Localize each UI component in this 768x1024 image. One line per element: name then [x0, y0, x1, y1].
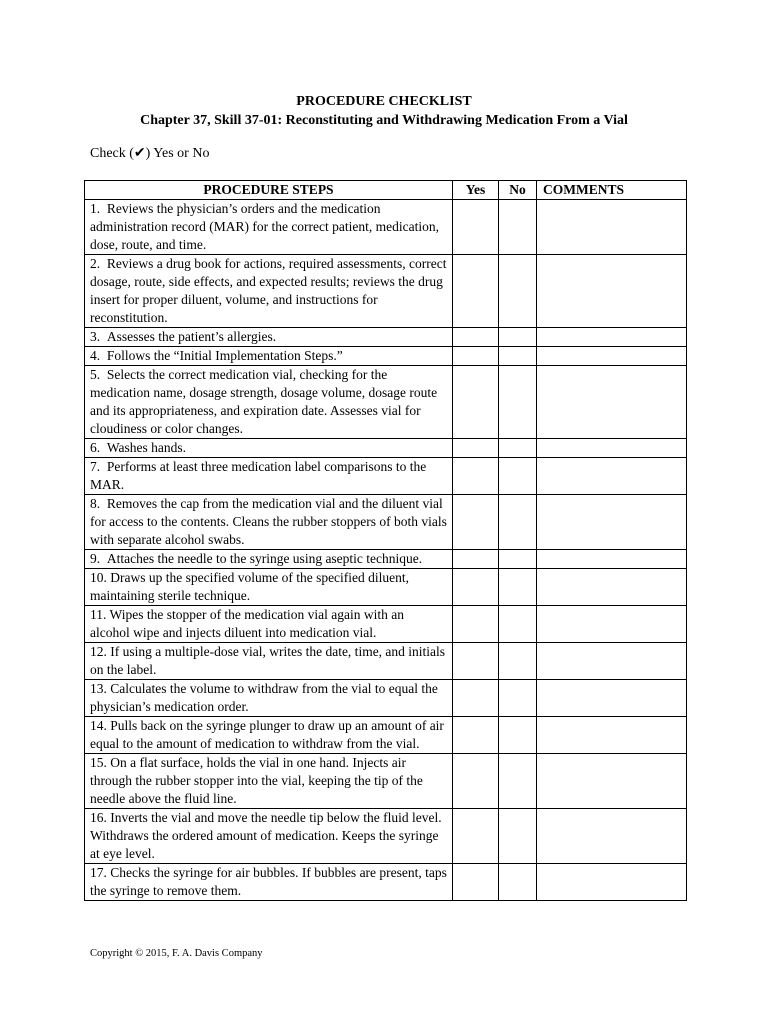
no-check-cell[interactable]	[499, 606, 537, 643]
yes-check-cell[interactable]	[453, 458, 499, 495]
procedure-step: 13. Calculates the volume to withdraw from the vial to equal the physician’s medication order.	[85, 680, 453, 717]
yes-check-cell[interactable]	[453, 366, 499, 439]
comments-cell[interactable]	[537, 347, 687, 366]
yes-check-cell[interactable]	[453, 439, 499, 458]
table-row	[85, 717, 687, 754]
comments-cell[interactable]	[537, 458, 687, 495]
table-row	[85, 328, 687, 347]
table-row	[85, 864, 687, 901]
no-header: No	[499, 181, 537, 200]
yes-check-cell[interactable]	[453, 495, 499, 550]
yes-check-cell[interactable]	[453, 328, 499, 347]
copyright-notice: Copyright © 2015, F. A. Davis Company	[90, 948, 263, 959]
table-row	[85, 680, 687, 717]
no-check-cell[interactable]	[499, 809, 537, 864]
no-check-cell[interactable]	[499, 458, 537, 495]
procedure-step: 10. Draws up the specified volume of the specified diluent, maintaining sterile technique.	[85, 569, 453, 606]
procedure-step: 12. If using a multiple-dose vial, writes the date, time, and initials on the label.	[85, 643, 453, 680]
table-row	[85, 754, 687, 809]
no-check-cell[interactable]	[499, 550, 537, 569]
yes-check-cell[interactable]	[453, 569, 499, 606]
table-row	[85, 643, 687, 680]
table-row	[85, 569, 687, 606]
yes-check-cell[interactable]	[453, 550, 499, 569]
yes-header: Yes	[453, 181, 499, 200]
table-row	[85, 347, 687, 366]
procedure-step: 9. Attaches the needle to the syringe using aseptic technique.	[85, 550, 453, 569]
no-check-cell[interactable]	[499, 347, 537, 366]
no-check-cell[interactable]	[499, 366, 537, 439]
procedure-step: 14. Pulls back on the syringe plunger to draw up an amount of air equal to the amount of medication to withdraw from the vial.	[85, 717, 453, 754]
yes-check-cell[interactable]	[453, 754, 499, 809]
table-row	[85, 495, 687, 550]
table-row	[85, 809, 687, 864]
yes-check-cell[interactable]	[453, 680, 499, 717]
chapter-subtitle: Chapter 37, Skill 37-01: Reconstituting and Withdrawing Medication From a Vial	[140, 113, 628, 128]
yes-check-cell[interactable]	[453, 606, 499, 643]
no-check-cell[interactable]	[499, 643, 537, 680]
comments-header: COMMENTS	[537, 181, 687, 200]
procedure-step: 8. Removes the cap from the medication vial and the diluent vial for access to the contents. Cleans the rubber stoppers of both vials with separate alcohol swabs.	[85, 495, 453, 550]
no-check-cell[interactable]	[499, 439, 537, 458]
procedure-step: 4. Follows the “Initial Implementation Steps.”	[85, 347, 453, 366]
no-check-cell[interactable]	[499, 200, 537, 255]
procedure-step: 16. Inverts the vial and move the needle tip below the fluid level. Withdraws the ordered amount of medication. Keeps the syringe at eye level.	[85, 809, 453, 864]
comments-cell[interactable]	[537, 680, 687, 717]
checklist-body	[85, 200, 687, 901]
check-instruction: Check (✔) Yes or No	[90, 146, 210, 161]
comments-cell[interactable]	[537, 200, 687, 255]
comments-cell[interactable]	[537, 550, 687, 569]
table-row	[85, 606, 687, 643]
yes-check-cell[interactable]	[453, 717, 499, 754]
procedure-step: 5. Selects the correct medication vial, checking for the medication name, dosage strength, dosage volume, dosage route and its appropriateness, and expiration date. Assesses vial for cloudiness or color changes.	[85, 366, 453, 439]
page-title: PROCEDURE CHECKLIST	[296, 94, 472, 109]
comments-cell[interactable]	[537, 255, 687, 328]
no-check-cell[interactable]	[499, 328, 537, 347]
comments-cell[interactable]	[537, 606, 687, 643]
no-check-cell[interactable]	[499, 495, 537, 550]
procedure-step: 15. On a flat surface, holds the vial in one hand. Injects air through the rubber stopper into the vial, keeping the tip of the needle above the fluid line.	[85, 754, 453, 809]
table-row	[85, 439, 687, 458]
comments-cell[interactable]	[537, 864, 687, 901]
table-row	[85, 366, 687, 439]
no-check-cell[interactable]	[499, 864, 537, 901]
procedure-step: 11. Wipes the stopper of the medication vial again with an alcohol wipe and injects diluent into medication vial.	[85, 606, 453, 643]
yes-check-cell[interactable]	[453, 347, 499, 366]
comments-cell[interactable]	[537, 495, 687, 550]
yes-check-cell[interactable]	[453, 643, 499, 680]
procedure-step: 17. Checks the syringe for air bubbles. If bubbles are present, taps the syringe to remove them.	[85, 864, 453, 901]
comments-cell[interactable]	[537, 569, 687, 606]
no-check-cell[interactable]	[499, 717, 537, 754]
table-row	[85, 255, 687, 328]
comments-cell[interactable]	[537, 717, 687, 754]
no-check-cell[interactable]	[499, 255, 537, 328]
table-row	[85, 200, 687, 255]
procedure-step: 2. Reviews a drug book for actions, required assessments, correct dosage, route, side effects, and expected results; reviews the drug insert for proper diluent, volume, and instructions for reconstitution.	[85, 255, 453, 328]
table-header-row	[85, 181, 687, 200]
procedure-step: 6. Washes hands.	[85, 439, 453, 458]
procedure-checklist-table	[84, 180, 687, 901]
table-row	[85, 458, 687, 495]
procedure-step: 1. Reviews the physician’s orders and the medication administration record (MAR) for the correct patient, medication, dose, route, and time.	[85, 200, 453, 255]
no-check-cell[interactable]	[499, 680, 537, 717]
yes-check-cell[interactable]	[453, 809, 499, 864]
yes-check-cell[interactable]	[453, 864, 499, 901]
no-check-cell[interactable]	[499, 569, 537, 606]
yes-check-cell[interactable]	[453, 200, 499, 255]
table-row	[85, 550, 687, 569]
comments-cell[interactable]	[537, 643, 687, 680]
comments-cell[interactable]	[537, 754, 687, 809]
no-check-cell[interactable]	[499, 754, 537, 809]
procedure-step: 7. Performs at least three medication label comparisons to the MAR.	[85, 458, 453, 495]
comments-cell[interactable]	[537, 809, 687, 864]
procedure-step: 3. Assesses the patient’s allergies.	[85, 328, 453, 347]
comments-cell[interactable]	[537, 439, 687, 458]
comments-cell[interactable]	[537, 366, 687, 439]
yes-check-cell[interactable]	[453, 255, 499, 328]
procedure-steps-header: PROCEDURE STEPS	[85, 181, 453, 200]
comments-cell[interactable]	[537, 328, 687, 347]
